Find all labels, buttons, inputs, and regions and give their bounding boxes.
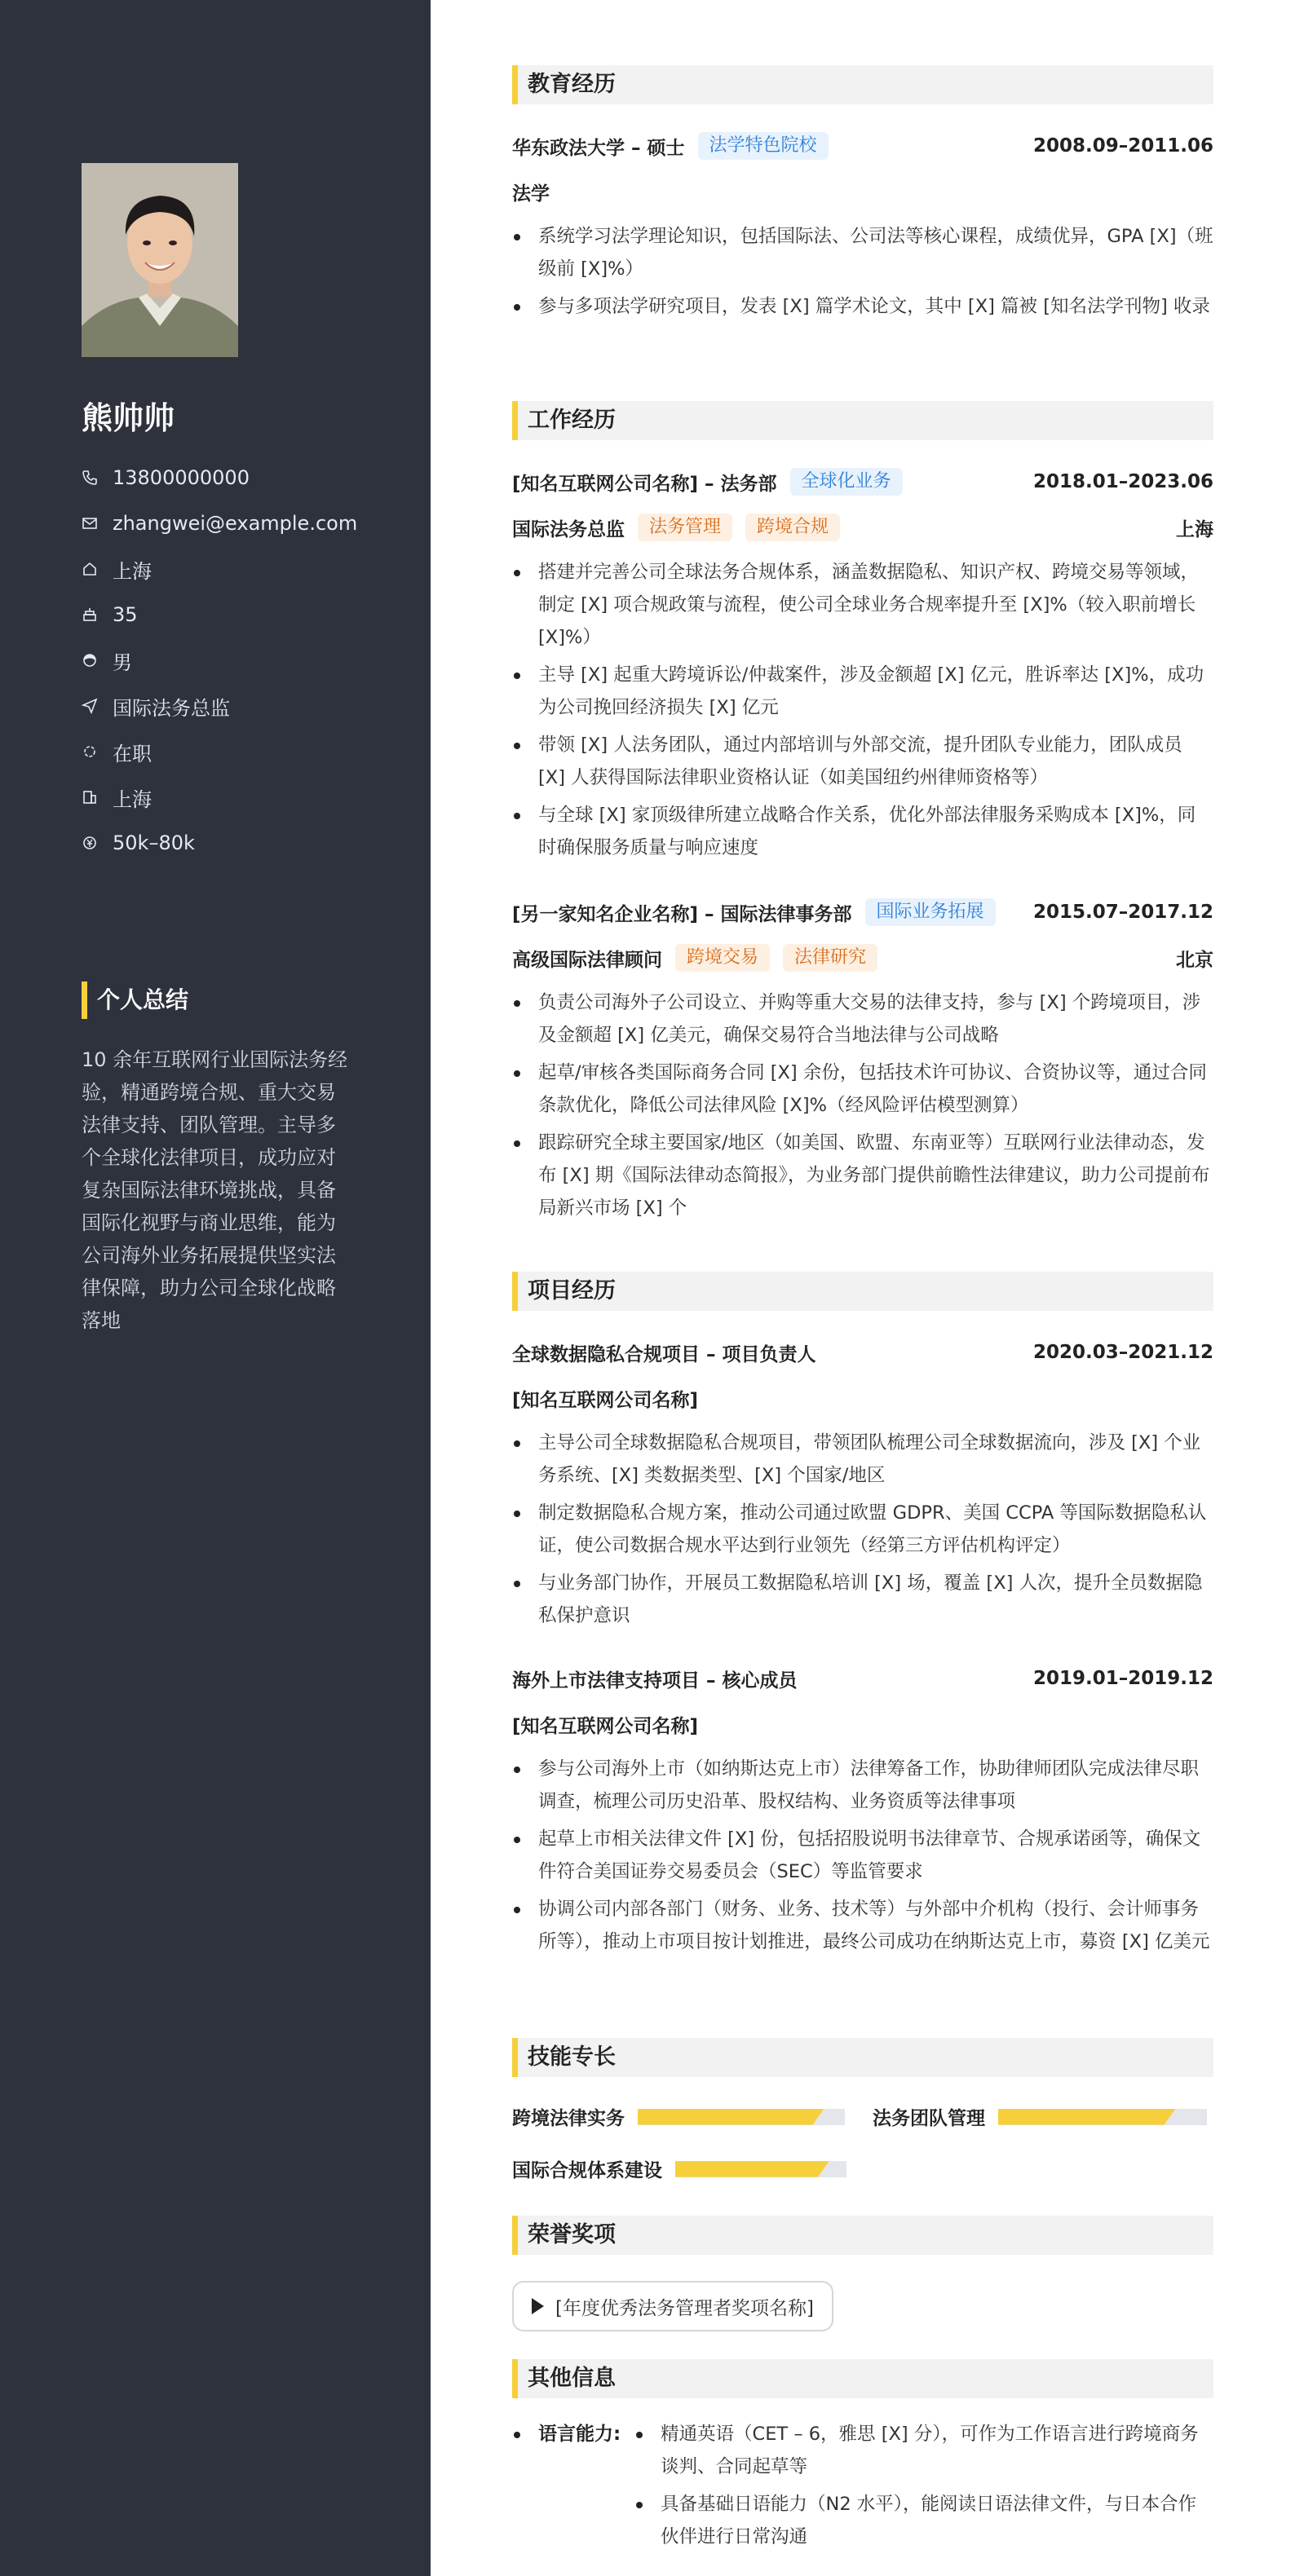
home-icon: [82, 561, 113, 577]
skill-item-1: [512, 2103, 845, 2130]
list-item: 与业务部门协作，开展员工数据隐私培训 [X] 场，覆盖 [X] 人次，提升全员数据隐私保护意识: [512, 1567, 1213, 1632]
education-header: [512, 130, 1213, 161]
education-tag: 法学特色院校: [698, 132, 829, 160]
section-title-work: 工作经历: [512, 401, 1213, 440]
job-1-position-row: [512, 512, 1213, 543]
project-1-company: [知名互联网公司名称]: [512, 1389, 699, 1411]
education-school: 华东政法大学 – 硕士: [512, 137, 685, 159]
job-1-position: 国际法务总监: [512, 518, 625, 540]
section-title-projects: 项目经历: [512, 1272, 1213, 1311]
job-2-date: 2015.07–2017.12: [1032, 902, 1213, 923]
info-row-phone: [82, 455, 357, 501]
play-icon: [532, 2298, 544, 2314]
sidebar: [0, 0, 431, 2576]
info-text-salary: 50k–80k: [113, 831, 195, 854]
skill-name: 国际合规体系建设: [512, 2160, 662, 2181]
send-icon: [82, 698, 113, 714]
education-date: 2008.09–2011.06: [1032, 135, 1213, 157]
list-item: 负责公司海外子公司设立、并购等重大交易的法律支持，参与 [X] 个跨境项目，涉及金额超 [X] 亿美元，确保交易符合当地法律与公司战略: [512, 986, 1213, 1052]
building-icon: [82, 789, 113, 805]
info-row-location: [82, 546, 357, 592]
list-item: 制定数据隐私合规方案，推动公司通过欧盟 GDPR、美国 CCPA 等国际数据隐私认证，使公司数据合规水平达到行业领先（经第三方评估机构评定）: [512, 1497, 1213, 1562]
job-1-company-tag: 全球化业务: [790, 468, 903, 496]
info-text-email: zhangwei@example.com: [113, 512, 358, 535]
skill-bar: [998, 2109, 1207, 2125]
education-major-row: [512, 176, 1213, 207]
info-text-position: 国际法务总监: [113, 696, 230, 720]
skill-bar-fill: [638, 2109, 824, 2125]
list-item: 参与多项法学研究项目，发表 [X] 篇学术论文，其中 [X] 篇被 [知名法学刊物] 收录: [512, 290, 1213, 323]
project-1-company-row: [512, 1383, 1213, 1414]
mail-icon: [82, 515, 113, 532]
list-item: 主导 [X] 起重大跨境诉讼/仲裁案件，涉及金额超 [X] 亿元，胜诉率达 [X]%，成功为公司挽回经济损失 [X] 亿元: [512, 659, 1213, 724]
phone-icon: [82, 470, 113, 486]
project-1-bullets: [512, 1427, 1213, 1637]
info-text-gender: 男: [113, 651, 132, 674]
section-title-honors: 荣誉奖项: [512, 2216, 1213, 2255]
summary-text: 10 余年互联网行业国际法务经验，精通跨境合规、重大交易法律支持、团队管理。主导多个全球化法律项目，成功应对复杂国际法律环境挑战，具备国际化视野与商业思维，能为公司海外业务拓展提供坚实法律保障，助力公司全球化战略落地: [82, 1048, 348, 1332]
skill-item-2: [873, 2103, 1207, 2130]
job-2-company: [另一家知名企业名称] – 国际法律事务部: [512, 903, 852, 925]
skill-bar: [675, 2161, 846, 2177]
job-2-bullets: [512, 986, 1213, 1229]
language-label: 语言能力:: [512, 2418, 621, 2450]
list-item: 与全球 [X] 家顶级律所建立战略合作关系，优化外部法律服务采购成本 [X]%，同时确保服务质量与响应速度: [512, 799, 1213, 864]
list-item: 主导公司全球数据隐私合规项目，带领团队梳理公司全球数据流向，涉及 [X] 个业务系统、[X] 类数据类型、[X] 个国家/地区: [512, 1427, 1213, 1492]
job-2-tag-1: 跨境交易: [675, 944, 770, 972]
info-text-status: 在职: [113, 742, 152, 765]
job-1-city: 上海: [1176, 518, 1213, 540]
list-item: 带领 [X] 人法务团队，通过内部培训与外部交流，提升团队专业能力，团队成员 [X] 人获得国际法律职业资格认证（如美国纽约州律师资格等）: [512, 729, 1213, 794]
skill-item-3: [512, 2155, 846, 2182]
job-1-date: 2018.01–2023.06: [1032, 471, 1213, 492]
info-row-email: [82, 501, 357, 546]
job-1-tag-2: 跨境合规: [745, 514, 840, 541]
info-row-position: [82, 683, 357, 729]
job-1-header: [512, 466, 1213, 497]
project-2-header: [512, 1663, 1213, 1694]
list-item: 精通英语（CET – 6，雅思 [X] 分），可作为工作语言进行跨境商务谈判、合同起草等: [634, 2418, 1213, 2483]
skill-name: 跨境法律实务: [512, 2108, 625, 2129]
job-1-company: [知名互联网公司名称] – 法务部: [512, 473, 777, 495]
list-item: 搭建并完善公司全球法务合规体系，涵盖数据隐私、知识产权、跨境交易等领域，制定 [X] 项合规政策与流程，使公司全球业务合规率提升至 [X]%（较入职前增长 [X]%）: [512, 556, 1213, 654]
avatar: [82, 163, 238, 357]
job-2-city: 北京: [1176, 949, 1213, 971]
list-item: 起草/审核各类国际商务合同 [X] 余份，包括技术许可协议、合资协议等，通过合同条款优化，降低公司法律风险 [X]%（经风险评估模型测算）: [512, 1056, 1213, 1122]
info-row-age: [82, 592, 357, 637]
project-1-header: [512, 1337, 1213, 1368]
skill-bar: [638, 2109, 845, 2125]
honor-item[interactable]: [512, 2281, 833, 2331]
project-2-company: [知名互联网公司名称]: [512, 1715, 699, 1737]
profile-name: 熊帅帅: [82, 400, 175, 436]
job-2-position-row: [512, 942, 1213, 973]
gender-icon: [82, 652, 113, 668]
list-item: 跟踪研究全球主要国家/地区（如美国、欧盟、东南亚等）互联网行业法律动态，发布 [X] 期《国际法律动态简报》，为业务部门提供前瞻性法律建议，助力公司提前布局新兴市场 [X] 个: [512, 1127, 1213, 1224]
status-icon: [82, 743, 113, 760]
skill-bar-fill: [998, 2109, 1176, 2125]
summary-title: 个人总结: [82, 981, 188, 1019]
list-item: 协调公司内部各部门（财务、业务、技术等）与外部中介机构（投行、会计师事务所等），推动上市项目按计划推进，最终公司成功在纳斯达克上市，募资 [X] 亿美元: [512, 1893, 1213, 1958]
language-list: [634, 2418, 1213, 2558]
education-major: 法学: [512, 183, 550, 205]
honor-name: [年度优秀法务管理者奖项名称]: [555, 2297, 814, 2319]
job-2-header: [512, 897, 1213, 928]
info-row-city: [82, 774, 357, 820]
info-row-gender: [82, 637, 357, 683]
skill-name: 法务团队管理: [873, 2108, 985, 2129]
project-2-name: 海外上市法律支持项目 – 核心成员: [512, 1670, 798, 1692]
info-row-status: [82, 729, 357, 774]
section-title-education: 教育经历: [512, 65, 1213, 104]
project-2-company-row: [512, 1709, 1213, 1740]
list-item: 具备基础日语能力（N2 水平），能阅读日语法律文件，与日本合作伙伴进行日常沟通: [634, 2488, 1213, 2553]
list-item: 起草上市相关法律文件 [X] 份，包括招股说明书法律章节、合规承诺函等，确保文件符合美国证券交易委员会（SEC）等监管要求: [512, 1823, 1213, 1888]
contact-info-list: [82, 455, 357, 866]
list-item: 参与公司海外上市（如纳斯达克上市）法律筹备工作，协助律师团队完成法律尽职调查，梳理公司历史沿革、股权结构、业务资质等法律事项: [512, 1753, 1213, 1818]
job-2-position: 高级国际法律顾问: [512, 949, 662, 971]
info-text-phone: 13800000000: [113, 466, 250, 489]
salary-icon: [82, 835, 113, 851]
job-2-tag-2: 法律研究: [783, 944, 877, 972]
cake-icon: [82, 607, 113, 623]
job-2-company-tag: 国际业务拓展: [865, 898, 996, 926]
project-2-bullets: [512, 1753, 1213, 1963]
info-text-age: 35: [113, 603, 138, 626]
project-1-date: 2020.03–2021.12: [1032, 1342, 1213, 1363]
section-title-other: 其他信息: [512, 2359, 1213, 2398]
job-1-bullets: [512, 556, 1213, 869]
info-text-city: 上海: [113, 787, 152, 811]
avatar-illustration: [82, 163, 238, 357]
project-2-date: 2019.01–2019.12: [1032, 1668, 1213, 1689]
section-title-skills: 技能专长: [512, 2038, 1213, 2077]
info-row-salary: [82, 820, 357, 866]
list-item: 系统学习法学理论知识，包括国际法、公司法等核心课程，成绩优异，GPA [X]（班级前 [X]%）: [512, 220, 1213, 285]
job-1-tag-1: 法务管理: [638, 514, 732, 541]
info-text-location: 上海: [113, 559, 152, 583]
skill-bar-fill: [675, 2161, 829, 2177]
project-1-name: 全球数据隐私合规项目 – 项目负责人: [512, 1343, 816, 1365]
education-bullets: [512, 220, 1213, 328]
